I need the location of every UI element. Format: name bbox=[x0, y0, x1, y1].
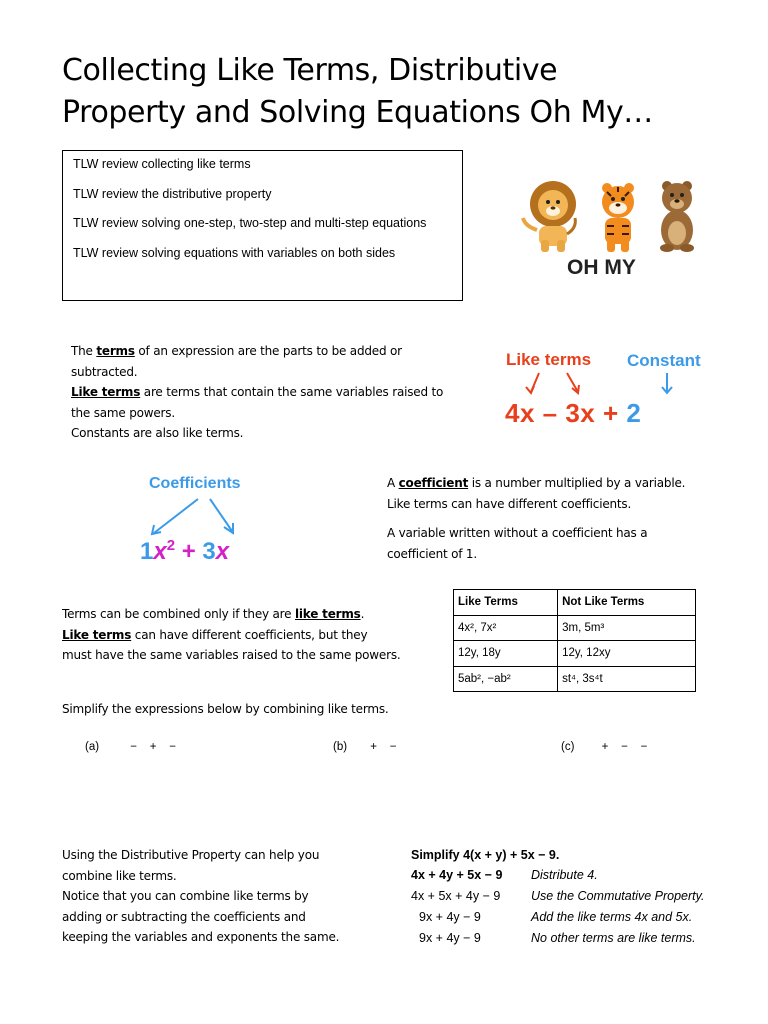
step-note: Use the Commutative Property. bbox=[531, 889, 705, 903]
terms-line-2: subtracted. bbox=[71, 364, 138, 379]
exercise-operators: − + − bbox=[130, 741, 176, 753]
coefficient-definition bbox=[387, 473, 727, 564]
constant-label: Constant bbox=[627, 351, 701, 370]
step-note: Add the like terms 4x and 5x. bbox=[531, 910, 693, 924]
simplify-prompt: Simplify the expressions below by combining like terms. bbox=[62, 702, 389, 716]
page-title bbox=[62, 50, 752, 134]
exercise-c bbox=[561, 741, 647, 753]
dist-line-1: Using the Distributive Property can help you bbox=[62, 848, 320, 862]
table-row bbox=[454, 641, 696, 667]
exercise-a bbox=[85, 741, 176, 753]
term-terms: terms bbox=[96, 344, 135, 358]
coef-line-4: coefficient of 1. bbox=[387, 546, 477, 561]
coefficients-arrows bbox=[140, 495, 250, 537]
step-note: No other terms are like terms. bbox=[531, 931, 696, 945]
arrow-icon bbox=[152, 499, 233, 534]
example-heading: Simplify 4(x + y) + 5x − 9. bbox=[411, 848, 560, 862]
combine-line-1: Terms can be combined only if they are like terms. bbox=[62, 607, 365, 621]
exercise-b bbox=[333, 741, 396, 753]
dist-line-4: adding or subtracting the coefficients and bbox=[62, 909, 306, 924]
term-like-terms-3: Like terms bbox=[62, 627, 132, 642]
table-header: Not Like Terms bbox=[558, 590, 696, 616]
exercise-operators: + − − bbox=[601, 741, 648, 753]
objectives-box bbox=[62, 150, 463, 301]
dist-line-3: Notice that you can combine like terms by bbox=[62, 889, 309, 903]
like-terms-arrows bbox=[520, 370, 680, 400]
objective-1: TLW review collecting like terms bbox=[73, 157, 251, 171]
title-line-1: Collecting Like Terms, Distributive bbox=[62, 53, 558, 88]
exercise-label: (c) bbox=[561, 741, 575, 753]
table-cell: 3m, 5m³ bbox=[558, 615, 696, 641]
table-cell: 12y, 18y bbox=[454, 641, 558, 667]
table-cell: 5ab², −ab² bbox=[454, 666, 558, 692]
exercise-label: (a) bbox=[85, 741, 100, 753]
bear-icon bbox=[660, 181, 694, 252]
step-note: Distribute 4. bbox=[531, 868, 598, 882]
term-like-terms-2: like terms bbox=[294, 607, 361, 621]
table-cell: 4x², 7x² bbox=[454, 615, 558, 641]
terms-definition bbox=[71, 341, 461, 444]
distributive-text bbox=[62, 845, 382, 948]
dist-line-5: keeping the variables and exponents the same. bbox=[62, 930, 340, 944]
coef-line-2: Like terms can have different coefficients. bbox=[387, 496, 632, 511]
title-line-2: Property and Solving Equations Oh My… bbox=[62, 95, 653, 130]
animals-illustration bbox=[515, 178, 715, 254]
terms-line-1: The terms of an expression are the parts to be added or bbox=[71, 344, 402, 358]
lion-icon bbox=[523, 181, 576, 252]
terms-line-5: Constants are also like terms. bbox=[71, 426, 244, 440]
step-expression: 4x + 5x + 4y − 9 bbox=[411, 889, 501, 903]
table-header-row bbox=[454, 590, 696, 616]
combine-rule bbox=[62, 604, 442, 666]
coefficients-expression: $1x^2 + 3x$ bbox=[140, 537, 230, 565]
worked-example bbox=[411, 845, 751, 955]
coefficients-label: Coefficients bbox=[149, 475, 241, 492]
table-header: Like Terms bbox=[454, 590, 558, 616]
table-cell: st⁴, 3s⁴t bbox=[558, 666, 696, 692]
like-terms-expression: 4x – 3x + 2 bbox=[505, 398, 642, 428]
term-coefficient: coefficient bbox=[398, 476, 469, 490]
terms-line-3: Like terms are terms that contain the same variables raised to bbox=[71, 385, 444, 399]
like-terms-label: Like terms bbox=[506, 350, 592, 369]
oh-my-caption: OH MY bbox=[567, 256, 636, 279]
step-expression: 9x + 4y − 9 bbox=[419, 931, 481, 945]
term-like-terms: Like terms bbox=[71, 385, 141, 399]
objective-3: TLW review solving one-step, two-step and multi-step equations bbox=[73, 216, 427, 230]
table-row bbox=[454, 615, 696, 641]
table-cell: 12y, 12xy bbox=[558, 641, 696, 667]
step-expression: 4x + 4y + 5x − 9 bbox=[411, 868, 503, 882]
coef-line-1: A coefficient is a number multiplied by a variable. bbox=[387, 476, 686, 490]
tiger-icon bbox=[602, 183, 634, 252]
combine-line-2: Like terms can have different coefficients, but they bbox=[62, 627, 368, 642]
dist-line-2: combine like terms. bbox=[62, 868, 177, 883]
exercise-operators: + − bbox=[370, 741, 397, 753]
coef-line-3: A variable written without a coefficient has a bbox=[387, 526, 648, 540]
exercise-label: (b) bbox=[333, 741, 348, 753]
objective-4: TLW review solving equations with variables on both sides bbox=[73, 245, 396, 260]
objective-2: TLW review the distributive property bbox=[73, 186, 272, 201]
table-row bbox=[454, 666, 696, 692]
step-expression: 9x + 4y − 9 bbox=[419, 910, 481, 924]
arrow-icon bbox=[662, 373, 672, 393]
arrow-icon bbox=[526, 373, 579, 393]
terms-line-4: the same powers. bbox=[71, 405, 175, 420]
like-terms-table bbox=[453, 589, 696, 692]
combine-line-3: must have the same variables raised to the same powers. bbox=[62, 648, 401, 662]
